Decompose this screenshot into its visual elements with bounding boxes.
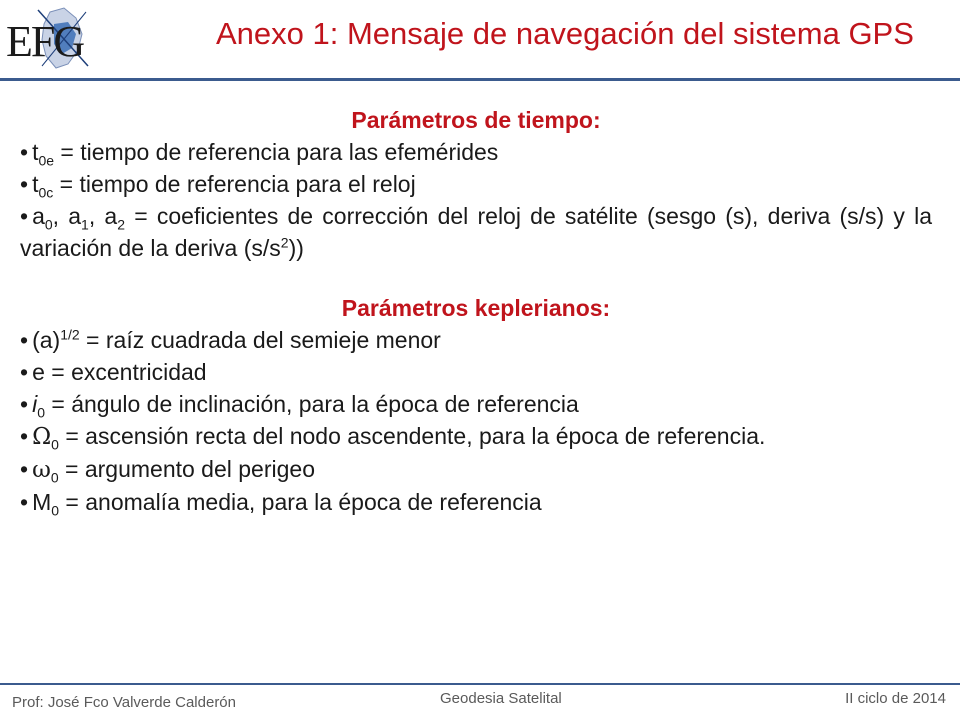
footer-course: Geodesia Satelital	[440, 690, 562, 707]
list-item: • $\omega_0$ = argumento del perigeo	[20, 453, 932, 486]
list-item: • $M_0$ = anomalía media, para la época de referencia	[20, 486, 932, 518]
footer-term: II ciclo de 2014	[845, 690, 946, 707]
footer-author: Prof: José Fco Valverde Calderón	[12, 694, 236, 711]
logo-text: EFG	[6, 17, 84, 66]
efg-logo	[2, 4, 118, 72]
header-divider	[0, 78, 960, 81]
list-item: • $a_0$, $a_1$, $a_2$ = coeficientes de corrección del reloj de satélite (sesgo (s), deriva (s/s) y la variación de la deriva $(s/s^2)$)	[20, 200, 932, 264]
list-item: • $t_{0e}$ = tiempo de referencia para las efemérides	[20, 136, 932, 168]
keplerian-params-heading: Parámetros keplerianos:	[341, 295, 611, 321]
list-item: • $t_{0c}$ = tiempo de referencia para el reloj	[20, 168, 932, 200]
page-title: Anexo 1: Mensaje de navegación del sistema GPS	[216, 16, 914, 51]
time-params-heading: Parámetros de tiempo:	[351, 107, 601, 133]
slide-content	[20, 104, 932, 518]
list-item: • e = excentricidad	[20, 356, 932, 388]
list-item: • $\Omega_0$ = ascensión recta del nodo ascendente, para la época de referencia.	[20, 420, 932, 453]
footer-divider	[0, 683, 960, 685]
list-item: • $i_0$ = ángulo de inclinación, para la época de referencia	[20, 388, 932, 420]
list-item: • $(a)^{1/2}$ = raíz cuadrada del semieje menor	[20, 324, 932, 356]
